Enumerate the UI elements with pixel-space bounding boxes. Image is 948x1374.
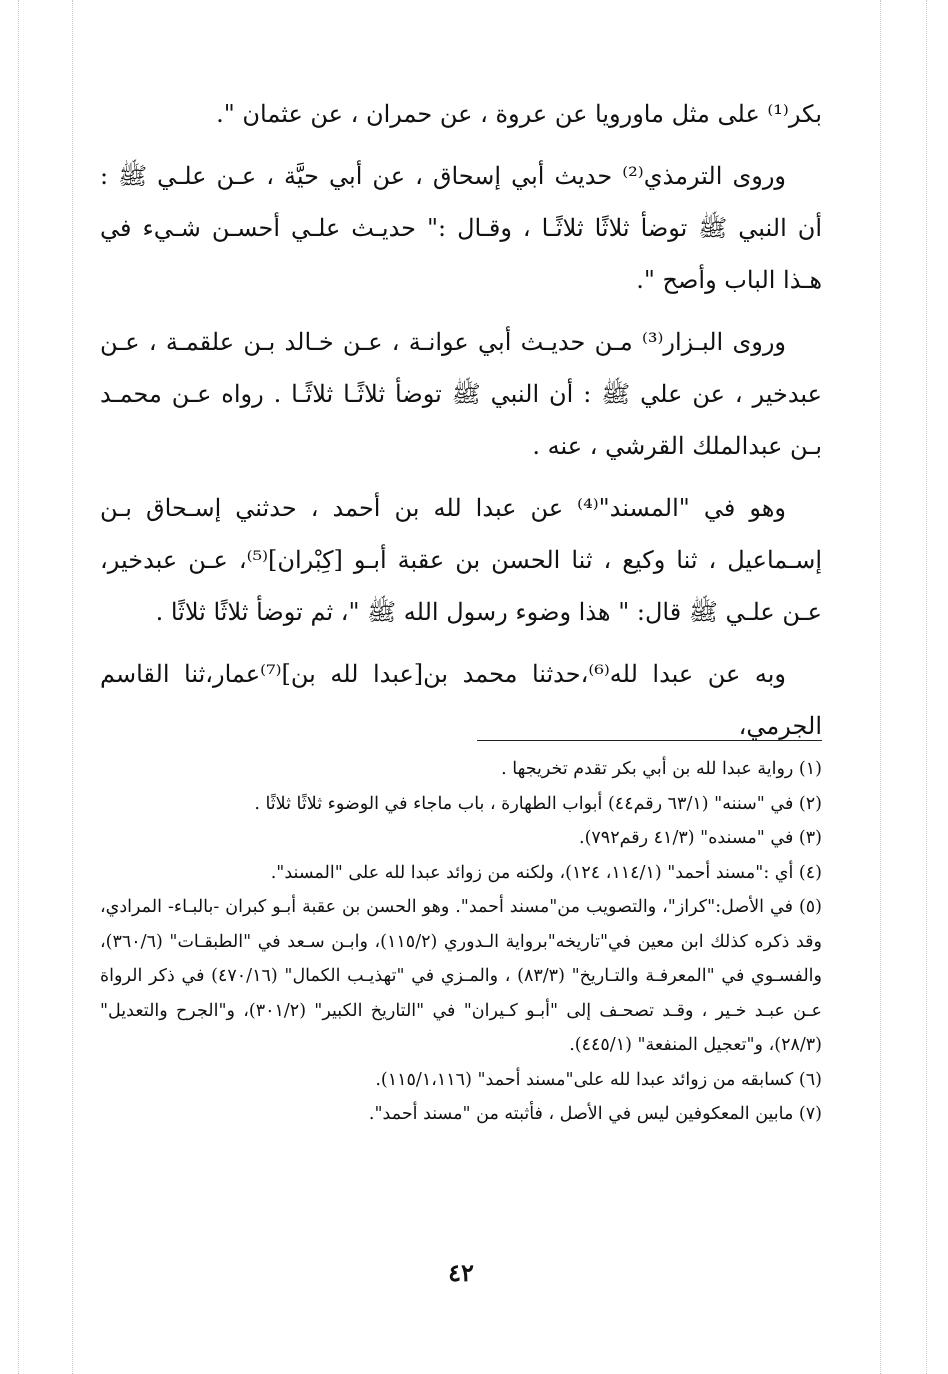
footnote-2: (٢) في "سننه" (٦٣/١ رقم٤٤) أبواب الطهارة ، باب ماجاء في الوضوء ثلاثًا ثلاثًا . — [254, 793, 822, 814]
paragraph-1: بكر⁽¹⁾ على مثل ماورويا عن عروة ، عن حمران ، عن عثمان ". — [216, 100, 822, 128]
footnote-3: (٣) في "مسنده" (٤١/٣ رقم٧٩٢). — [579, 828, 822, 848]
paragraph-4: وهو في "المسند"⁽⁴⁾ عن عبدا لله بن أحمد ، حدثني إسـحاق بـن إسـماعيل ، ثنا وكيع ، ثنا الحسن بن عقبة أبـو [كِبْران]⁽⁵⁾، عـن عبدخير، عـن علـي ﷺ قال: " هذا وضوء رسول الله ﷺ "، ثم توضأ ثلاثًا ثلاثًا . — [100, 494, 822, 626]
footnote-5: (٥) في الأصل:"كراز"، والتصويب من"مسند أحمد". وهو الحسن بن عقبة أبـو كبران -بالبـاء- المرادي، وقد ذكره كذلك ابن معين في"تاريخه"برواية الـدوري (١١٥/٢)، وابـن سـعد في "الطبقـات" (٣٦٠/٦)، والفسـوي في "المعرفـة والتـاريخ" (٨٣/٣) ، والمـزي في "تهذيـب الكمال" (٤٧٠/١٦) في ذكر الرواة عـن عبـد خـير ، وقـد تصحـف إلى "أبـو كـيران" في "التاريخ الكبير" (٣٠١/٢)، و"الجرح والتعديل" (٢٨/٣)، و"تعجيل المنفعة" (٤٤٥/١). — [100, 897, 822, 1055]
footnotes — [100, 752, 822, 1132]
paragraph-3: وروى البـزار⁽³⁾ مـن حديـث أبي عوانـة ، عـن خـالد بـن علقمـة ، عـن عبدخير ، عن علي ﷺ : أن النبي ﷺ توضأ ثلاثًـا ثلاثًـا . رواه عـن محمـد بـن عبدالملك القرشي ، عنه . — [100, 328, 822, 460]
paragraph-5: وبه عن عبدا لله⁽⁶⁾،حدثنا محمد بن[عبدا لله بن]⁽⁷⁾عمار،ثنا القاسم الجرمي، — [100, 660, 822, 740]
paragraph-2: وروى الترمذي⁽²⁾ حديث أبي إسحاق ، عن أبي حيَّة ، عـن علـي ﷺ : أن النبي ﷺ توضأ ثلاثًا ثلاثًـا ، وقـال :" حديـث علـي أحسـن شـيء في هـذا الباب وأصح ". — [100, 162, 822, 294]
margin-dots-right-inner — [880, 0, 881, 1374]
book-page — [100, 88, 822, 1338]
margin-dots-right — [926, 0, 927, 1374]
margin-dots-left-inner — [72, 0, 73, 1374]
margin-dots-left — [18, 0, 19, 1374]
footnote-4: (٤) أي :"مسند أحمد" (١١٤/١، ١٢٤)، ولكنه من زوائد عبدا لله على "المسند". — [270, 862, 822, 883]
footnote-7: (٧) مابين المعكوفين ليس في الأصل ، فأثبته من "مسند أحمد". — [368, 1104, 822, 1124]
footnote-separator — [477, 740, 822, 741]
footnote-1: (١) رواية عبدا لله بن أبي بكر تقدم تخريجها . — [501, 759, 822, 779]
footnote-6: (٦) كسابقه من زوائد عبدا لله على"مسند أحمد" (١١٥/١،١١٦). — [375, 1069, 822, 1090]
main-text — [100, 88, 822, 752]
page-number: ٤٢ — [448, 1258, 474, 1287]
